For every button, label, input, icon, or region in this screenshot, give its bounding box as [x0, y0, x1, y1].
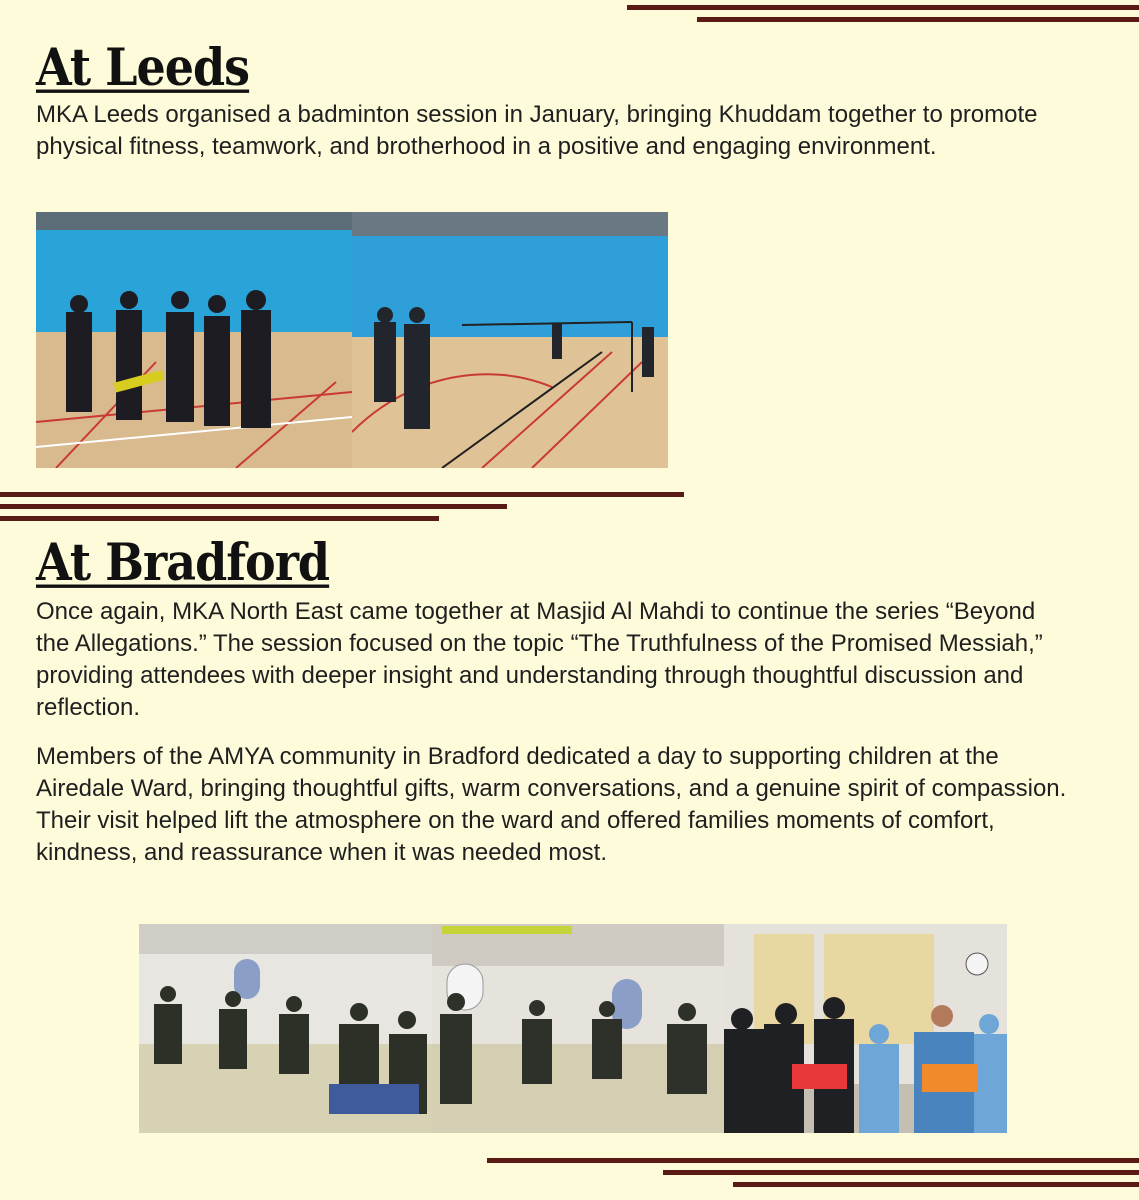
- middle-divider-bar-3: [0, 516, 439, 521]
- bottom-divider-bar-1: [487, 1158, 1139, 1163]
- group-photo-sports-hall: [36, 212, 352, 468]
- masjid-session-photo-2: [432, 924, 724, 1133]
- leeds-paragraph: MKA Leeds organised a badminton session in January, bringing Khuddam together to promote physical fitness, teamwork, and brotherhood in a positive and engaging environment.: [36, 101, 1038, 160]
- middle-divider-bar-2: [0, 504, 507, 509]
- bradford-paragraph-2: Members of the AMYA community in Bradford dedicated a day to supporting children at the Airedale Ward, bringing thoughtful gifts, warm conversations, and a genuine spirit of compassion. Their visit helped lift the atmosphere on the ward and offered families moments of comfort, kindness, and reassurance when it was needed most.: [36, 743, 1067, 866]
- top-divider-bar-2: [697, 17, 1139, 22]
- leeds-heading: At Leeds: [36, 36, 250, 98]
- bottom-divider-bar-2: [663, 1170, 1139, 1175]
- top-divider-bar-1: [627, 5, 1139, 10]
- bradford-paragraph-1: Once again, MKA North East came together at Masjid Al Mahdi to continue the series “Beyond the Allegations.” The session focused on the topic “The Truthfulness of the Promised Messiah,” providing attendees with deeper insight and understanding through thoughtful discussion and reflection.: [36, 598, 1043, 721]
- masjid-session-photo-1: [139, 924, 432, 1133]
- bottom-divider-bar-3: [733, 1182, 1139, 1187]
- middle-divider-bar-1: [0, 492, 684, 497]
- badminton-game-photo: [352, 212, 668, 468]
- airedale-ward-visit-photo: [724, 924, 1007, 1133]
- bradford-heading: At Bradford: [36, 531, 330, 593]
